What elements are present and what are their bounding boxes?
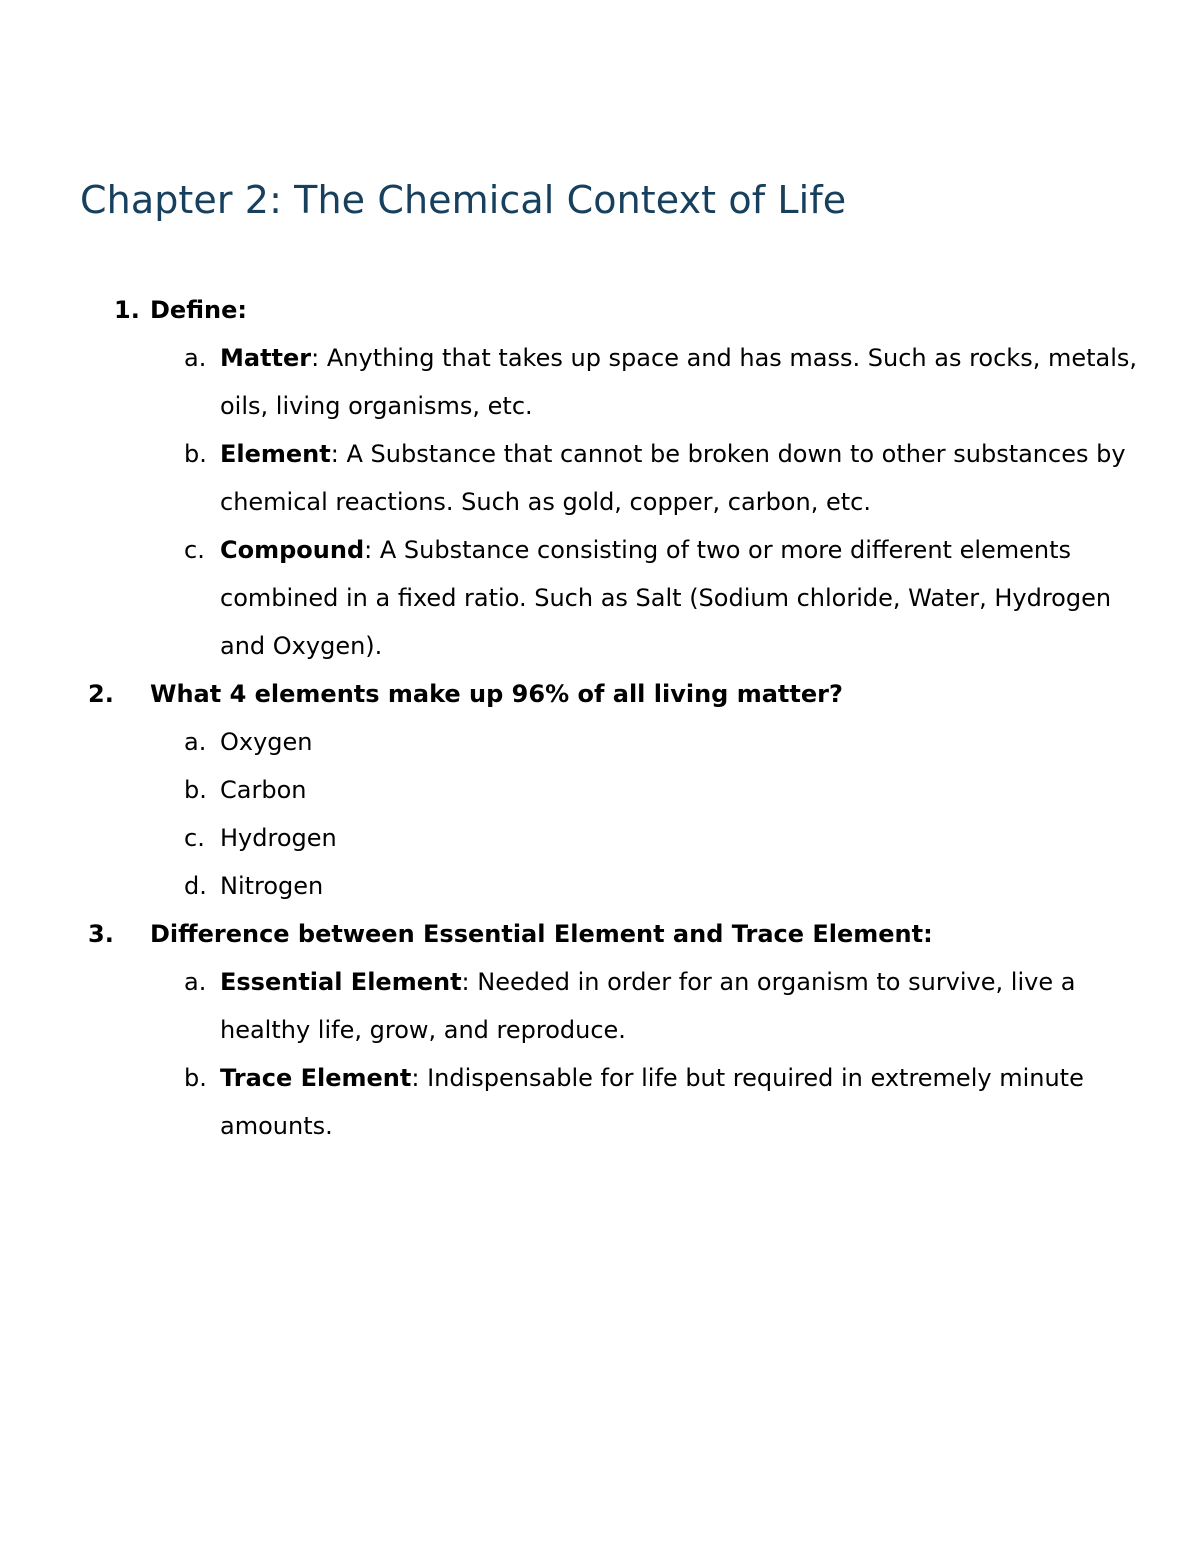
document-title: Chapter 2: The Chemical Context of Life <box>80 178 847 222</box>
list-item <box>0 334 1200 430</box>
list-item-text: Nitrogen <box>220 872 324 900</box>
list-item <box>0 430 1200 526</box>
question-2 <box>0 670 1200 718</box>
question-text: Define: <box>150 296 247 324</box>
list-item <box>0 526 1200 670</box>
list-item <box>0 862 1200 910</box>
list-marker: d. <box>184 872 207 900</box>
definition-term: Trace Element <box>220 1064 412 1092</box>
list-item-text: Hydrogen <box>220 824 337 852</box>
question-1 <box>0 286 1200 334</box>
definition-text: : Needed in order for an organism to survive, live a healthy life, grow, and reproduce. <box>220 968 1076 1044</box>
list-marker: a. <box>184 728 207 756</box>
list-marker: a. <box>184 344 207 372</box>
list-marker: b. <box>184 440 207 468</box>
list-marker: b. <box>184 776 207 804</box>
list-item <box>0 718 1200 766</box>
list-marker: b. <box>184 1064 207 1092</box>
list-item <box>0 1054 1200 1150</box>
definition-term: Element <box>220 440 331 468</box>
question-text: Difference between Essential Element and Trace Element: <box>150 920 933 948</box>
question-number: 1. <box>114 296 140 324</box>
question-number: 3. <box>88 920 114 948</box>
definition-term: Essential Element <box>220 968 462 996</box>
list-item <box>0 958 1200 1054</box>
list-marker: c. <box>184 824 205 852</box>
list-item-text: Carbon <box>220 776 307 804</box>
list-item-text: Oxygen <box>220 728 313 756</box>
definition-text: : Indispensable for life but required in extremely minute amounts. <box>220 1064 1084 1140</box>
question-number: 2. <box>88 680 114 708</box>
definition-term: Matter <box>220 344 312 372</box>
list-item <box>0 766 1200 814</box>
definition-term: Compound <box>220 536 365 564</box>
definition-text: : A Substance consisting of two or more different elements combined in a fixed ratio. Such as Salt (Sodium chloride, Water, Hydrogen and Oxygen). <box>220 536 1112 660</box>
definition-text: : Anything that takes up space and has mass. Such as rocks, metals, oils, living organisms, etc. <box>220 344 1138 420</box>
list-item <box>0 814 1200 862</box>
list-marker: c. <box>184 536 205 564</box>
question-3 <box>0 910 1200 958</box>
list-marker: a. <box>184 968 207 996</box>
question-text: What 4 elements make up 96% of all living matter? <box>150 680 843 708</box>
document-body <box>0 286 1200 1150</box>
definition-text: : A Substance that cannot be broken down to other substances by chemical reactions. Such as gold, copper, carbon, etc. <box>220 440 1126 516</box>
